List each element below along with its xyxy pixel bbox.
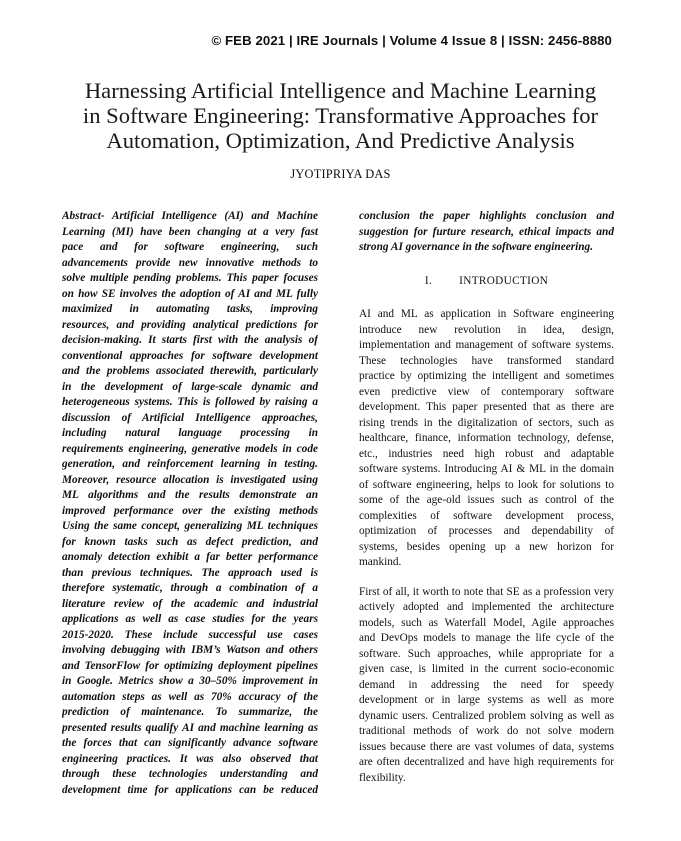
- text-line: of software engineering, helps to look for solutions to: [359, 478, 614, 491]
- text-line: ML algorithms and the results demonstrate an: [62, 489, 318, 501]
- text-line: optimization of processes and dependability of: [359, 525, 614, 537]
- paper-title: [60, 78, 621, 153]
- text-line: automation steps as well as 70% accuracy of the: [62, 690, 318, 703]
- text-line: strong AI governance in the software engineering.: [359, 241, 594, 253]
- text-line: flexibility.: [359, 771, 406, 784]
- text-line: through these technologies understanding and: [62, 768, 318, 780]
- text-line: practice by optimizing the intelligent and sometimes: [359, 370, 614, 382]
- text-line: development or in large systems as well as more: [359, 694, 614, 706]
- text-line: decision-making. It starts first with the analysis of: [62, 334, 318, 346]
- text-line: Using the same concept, generalizing ML techniques: [62, 520, 318, 532]
- text-line: discussion of Artificial Intelligence approaches,: [62, 411, 318, 424]
- text-line: including natural language processing in: [62, 427, 318, 439]
- text-line: mankind.: [359, 556, 402, 568]
- text-line: in Google. Metrics show a 30–50% improvement in: [62, 675, 318, 687]
- section-heading: [359, 274, 614, 290]
- title-line: Harnessing Artificial Intelligence and Machine Learning: [84, 78, 597, 103]
- text-line: software. Such approaches, while appropriate for a: [359, 647, 614, 660]
- right-column: [359, 209, 614, 800]
- text-line: These technologies have transformed standard: [359, 354, 614, 367]
- text-line: systems, besides opening up a new horizon for: [359, 540, 614, 553]
- text-line: applications as well as case studies for the years: [62, 613, 318, 625]
- text-line: than previous techniques. The approach used is: [62, 566, 318, 579]
- text-line: are often decentralized and have high requirements for: [359, 756, 614, 768]
- text-line: demand in addressing the need for speedy: [359, 678, 614, 691]
- intro-paragraph-2: [359, 585, 614, 787]
- text-line: and TensorFlow for optimizing deployment pipelines: [62, 659, 318, 672]
- text-line: First of all, it worth to note that SE as a profession very: [359, 585, 614, 598]
- text-line: in the development of large-scale dynamic and: [62, 380, 318, 393]
- text-line: prediction of maintenance. To summarize, the: [62, 706, 318, 718]
- text-line: and the problems associated therewith, particularly: [62, 365, 318, 377]
- journal-header: © FEB 2021 | IRE Journals | Volume 4 Issue 8 | ISSN: 2456-8880: [211, 33, 612, 48]
- text-line: software systems. Introducing AI & ML in the domain: [359, 463, 614, 475]
- text-line: suggestion for furture research, ethical impacts and: [359, 225, 614, 238]
- text-line: involving debugging with IBM’s Watson and others: [62, 644, 318, 656]
- text-line: conventional approaches for software development: [62, 349, 318, 362]
- text-line: traditional methods of work do not solve modern: [359, 725, 614, 737]
- text-line: therefore systematic, through a combination of a: [62, 582, 318, 594]
- text-line: even predictive view of contemporary software: [359, 385, 614, 398]
- text-line: Abstract- Artificial Intelligence (AI) and Machine: [62, 210, 318, 222]
- text-line: development time for applications can be reduced: [62, 783, 318, 796]
- text-line: development. This paper presented that as there are: [359, 401, 614, 413]
- text-line: and DevOps models to manage the life cycle of the: [359, 632, 614, 644]
- text-line: requirements engineering, generative models in code: [62, 442, 318, 455]
- title-line: in Software Engineering: Transformative Approaches for: [82, 103, 599, 128]
- text-line: pace and for software engineering, such: [62, 241, 318, 253]
- text-line: engineering practices. It was also observed that: [62, 752, 318, 765]
- text-line: dynamic users. Centralized problem solving as well as: [359, 709, 614, 722]
- text-line: generation, and reinforcement learning in testing.: [62, 458, 318, 470]
- text-line: etc., industries need high robust and adaptable: [359, 447, 614, 460]
- text-line: issues because there are vast volumes of data, systems: [359, 740, 614, 753]
- text-line: introduce new revolution in idea, design,: [359, 323, 614, 336]
- text-line: resources, and providing analytical predictions for: [62, 318, 318, 331]
- text-line: AI and ML as application in Software engineering: [359, 308, 614, 320]
- text-line: anomaly detection exhibit a far better performance: [62, 551, 318, 563]
- text-line: Moreover, resource allocation is investigated using: [62, 473, 318, 486]
- text-line: on how SE involves the adoption of AI and ML fully: [62, 287, 318, 300]
- text-line: actively adopted and implemented the architecture: [359, 601, 614, 613]
- text-line: presented results qualify AI and machine learning as: [62, 721, 318, 734]
- text-line: rising trends in the digitalization of sectors, such as: [359, 416, 614, 429]
- text-line: the forces that can significantly advance software: [62, 737, 318, 749]
- text-line: healthcare, finance, information technology, defense,: [359, 432, 614, 444]
- text-line: solve multiple pending problems. This paper focuses: [62, 272, 318, 284]
- text-line: improved performance over the existing methods: [62, 504, 318, 517]
- section-title: INTRODUCTION: [459, 274, 549, 287]
- text-line: heterogeneous systems. This is followed by raising a: [62, 396, 318, 408]
- abstract: [62, 209, 318, 798]
- text-line: given case, is limited in the current socio-economic: [359, 663, 614, 675]
- author-name: JYOTIPRIYA DAS: [290, 167, 391, 181]
- text-line: implementation and management of software systems.: [359, 339, 614, 351]
- text-line: literature review of the academic and industrial: [62, 597, 318, 610]
- text-line: 2015-2020. These include successful use cases: [62, 628, 318, 641]
- text-line: complexities of software development process,: [359, 509, 614, 522]
- text-line: models, such as Waterfall Model, Agile approaches: [359, 616, 614, 629]
- text-line: maximized in automating tasks, improving: [62, 303, 318, 315]
- title-line: Automation, Optimization, And Predictive Analysis: [106, 128, 575, 153]
- intro-paragraph-1: [359, 307, 614, 571]
- text-line: for known tasks such as defect prediction, and: [62, 535, 318, 548]
- section-number: I.: [424, 274, 433, 287]
- text-line: Learning (MI) have been changing at a very fast: [62, 225, 318, 238]
- text-line: advancements provide new innovative methods to: [62, 256, 318, 269]
- text-line: some of the age-old issues such as control of the: [359, 494, 614, 506]
- abstract-continuation: [359, 209, 614, 256]
- text-line: conclusion the paper highlights conclusion and: [359, 210, 614, 222]
